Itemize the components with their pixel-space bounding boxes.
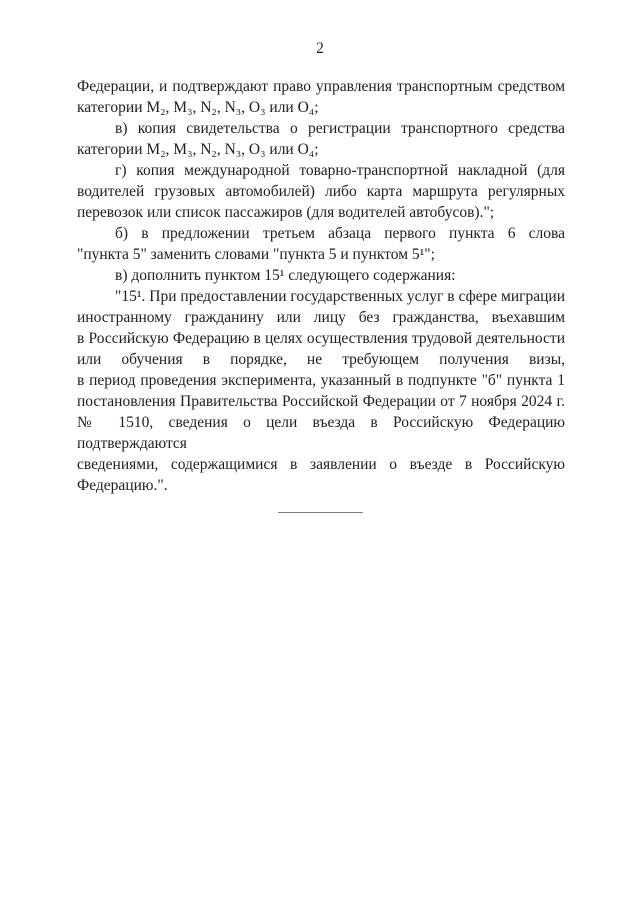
text-line: в Российскую Федерацию в целях осуществления трудовой деятельности	[77, 330, 565, 347]
text-line: водителей грузовых автомобилей) либо карта маршрута регулярных	[77, 183, 565, 200]
text-line: категории M₂, M₃, N₂, N₃, O₃ или O₄;	[77, 99, 319, 116]
text-line: постановления Правительства Российской Федерации от 7 ноября 2024 г.	[77, 393, 565, 410]
text-line: в период проведения эксперимента, указанный в подпункте "б" пункта 1	[77, 372, 565, 389]
text-line: г) копия международной товарно-транспортной накладной (для	[115, 162, 565, 179]
text-line: сведениями, содержащимися в заявлении о въезде в Российскую	[77, 456, 565, 473]
text-line: № 1510, сведения о цели въезда в Российскую Федерацию подтверждаются	[77, 414, 565, 452]
text-line: или обучения в порядке, не требующем получения визы,	[77, 351, 565, 368]
paragraph	[77, 160, 565, 223]
paragraph	[77, 265, 565, 286]
page-number: 2	[316, 40, 324, 57]
paragraph	[77, 223, 565, 265]
text-line: Федерации, и подтверждают право управления транспортным средством	[77, 78, 565, 95]
text-line: иностранному гражданину или лицу без гражданства, въехавшим	[77, 309, 565, 326]
text-line: "пункта 5" заменить словами "пункта 5 и пунктом 5¹";	[77, 246, 435, 263]
text-line: категории M₂, M₃, N₂, N₃, O₃ или O₄;	[77, 141, 319, 158]
text-line: Федерацию.".	[77, 477, 168, 494]
document-body	[77, 76, 565, 496]
paragraph	[77, 76, 565, 118]
text-line: "15¹. При предоставлении государственных услуг в сфере миграции	[115, 288, 565, 305]
paragraph	[77, 118, 565, 160]
text-line: б) в предложении третьем абзаца первого пункта 6 слова	[115, 225, 565, 242]
text-line: перевозок или список пассажиров (для водителей автобусов).";	[77, 204, 495, 221]
text-line: в) дополнить пунктом 15¹ следующего содержания:	[115, 267, 456, 284]
text-line: в) копия свидетельства о регистрации транспортного средства	[115, 120, 565, 137]
paragraph	[77, 286, 565, 496]
separator-line	[278, 512, 363, 513]
